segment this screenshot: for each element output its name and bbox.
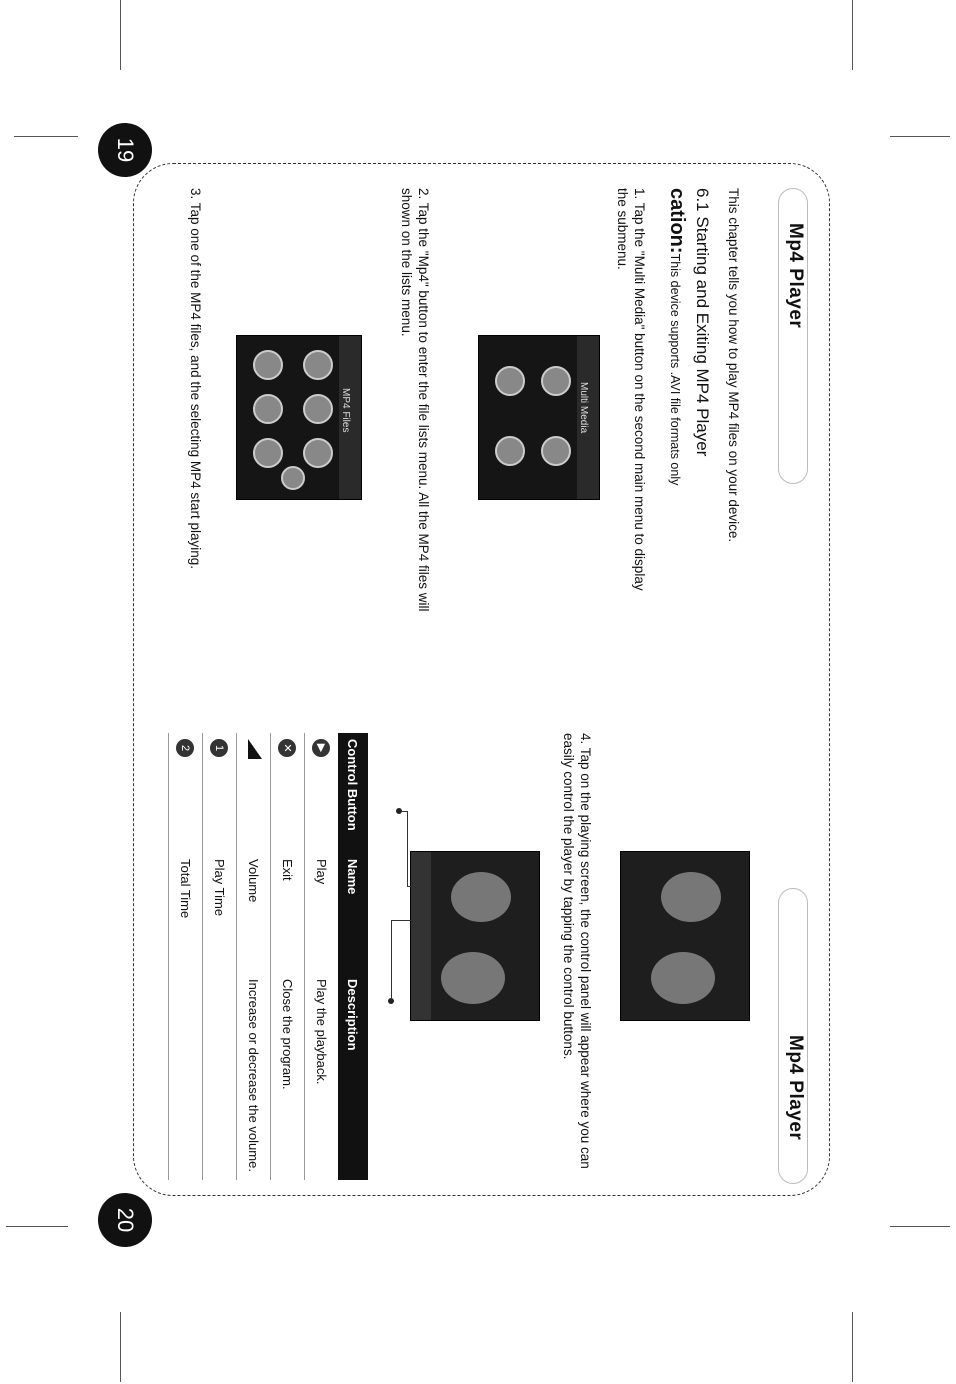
crop-mark bbox=[14, 136, 78, 137]
volume-icon bbox=[248, 739, 262, 759]
step-3-text: 3. Tap one of the MP4 files, and the selecting MP4 start playing. bbox=[188, 188, 203, 569]
multi-media-screenshot bbox=[478, 335, 600, 500]
crop-mark bbox=[890, 136, 950, 137]
control-description bbox=[203, 973, 237, 1180]
table-header: Description bbox=[338, 973, 368, 1180]
caution-line bbox=[665, 188, 688, 485]
page-number-badge bbox=[98, 123, 152, 177]
film-reel-icon bbox=[253, 438, 283, 468]
step-2-text: 2. Tap the "Mp4" button to enter the file lists menu. All the MP4 files will shown on the lists menu. bbox=[399, 188, 431, 612]
table-row bbox=[271, 733, 305, 1180]
film-reel-icon bbox=[303, 438, 333, 468]
caution-text: This device supports .AVI file formats only bbox=[668, 253, 682, 486]
screen-title: MP4 Files bbox=[340, 388, 351, 433]
control-name: Play Time bbox=[203, 853, 237, 973]
header-title: Mp4 Player bbox=[785, 1035, 806, 1141]
video-frame-screenshot bbox=[620, 851, 750, 1021]
exit-icon: ✕ bbox=[279, 739, 297, 757]
control-description bbox=[169, 973, 203, 1180]
ebook-icon bbox=[541, 436, 571, 466]
control-description: Increase or decrease the volume. bbox=[237, 973, 271, 1180]
film-reel-icon bbox=[303, 350, 333, 380]
cartoon-figure bbox=[451, 872, 511, 922]
control-description: Play the playback. bbox=[305, 973, 339, 1180]
control-name: Play bbox=[305, 853, 339, 973]
video-icon bbox=[495, 436, 525, 466]
music-icon bbox=[495, 366, 525, 396]
callout-dot bbox=[388, 998, 394, 1004]
step-1-text: 1. Tap the "Multi Media" button on the second main menu to display the submenu. bbox=[615, 188, 647, 591]
film-reel-icon bbox=[253, 350, 283, 380]
table-row bbox=[237, 733, 271, 1180]
control-description: Close the program. bbox=[271, 973, 305, 1180]
film-reel-icon bbox=[253, 394, 283, 424]
cartoon-figure bbox=[661, 872, 721, 922]
page-number-badge bbox=[98, 1193, 152, 1247]
control-name: Total Time bbox=[169, 853, 203, 973]
callout-line bbox=[407, 811, 408, 887]
crop-mark bbox=[120, 0, 121, 70]
table-header: Control Button bbox=[338, 733, 368, 853]
marker-1-icon: 1 bbox=[211, 739, 229, 757]
video-control-screenshot bbox=[410, 851, 540, 1021]
mp4-files-screenshot bbox=[236, 335, 362, 500]
callout-line bbox=[391, 920, 392, 998]
table-row bbox=[305, 733, 339, 1180]
crop-mark bbox=[120, 1312, 121, 1382]
cartoon-figure bbox=[441, 952, 505, 1004]
header-title: Mp4 Player bbox=[785, 223, 806, 329]
section-heading: 6.1 Starting and Exiting MP4 Player bbox=[693, 188, 712, 457]
play-icon: ▶ bbox=[313, 739, 331, 757]
caution-label: cation: bbox=[666, 188, 688, 254]
page-number: 19 bbox=[112, 137, 138, 163]
cartoon-figure bbox=[651, 952, 715, 1004]
screen-title: Multi Media bbox=[578, 382, 589, 434]
step-4-text: 4. Tap on the playing screen, the control panel will appear where you can easily control the player by tapping the control buttons. bbox=[561, 733, 593, 1169]
page-number: 20 bbox=[112, 1207, 138, 1233]
crop-mark bbox=[890, 1226, 950, 1227]
film-reel-icon bbox=[303, 394, 333, 424]
crop-mark bbox=[852, 1312, 853, 1382]
table-row bbox=[203, 733, 237, 1180]
crop-mark bbox=[6, 1226, 68, 1227]
intro-text: This chapter tells you how to play MP4 files on your device. bbox=[726, 188, 741, 543]
callout-line bbox=[407, 886, 421, 887]
control-name: Volume bbox=[237, 853, 271, 973]
marker-2-icon: 2 bbox=[177, 739, 195, 757]
table-header: Name bbox=[338, 853, 368, 973]
table-row bbox=[169, 733, 203, 1180]
control-button-table bbox=[168, 733, 368, 1180]
control-name: Exit bbox=[271, 853, 305, 973]
photo-icon bbox=[541, 366, 571, 396]
next-page-icon bbox=[281, 466, 305, 490]
crop-mark bbox=[852, 0, 853, 70]
callout-line bbox=[391, 920, 413, 921]
